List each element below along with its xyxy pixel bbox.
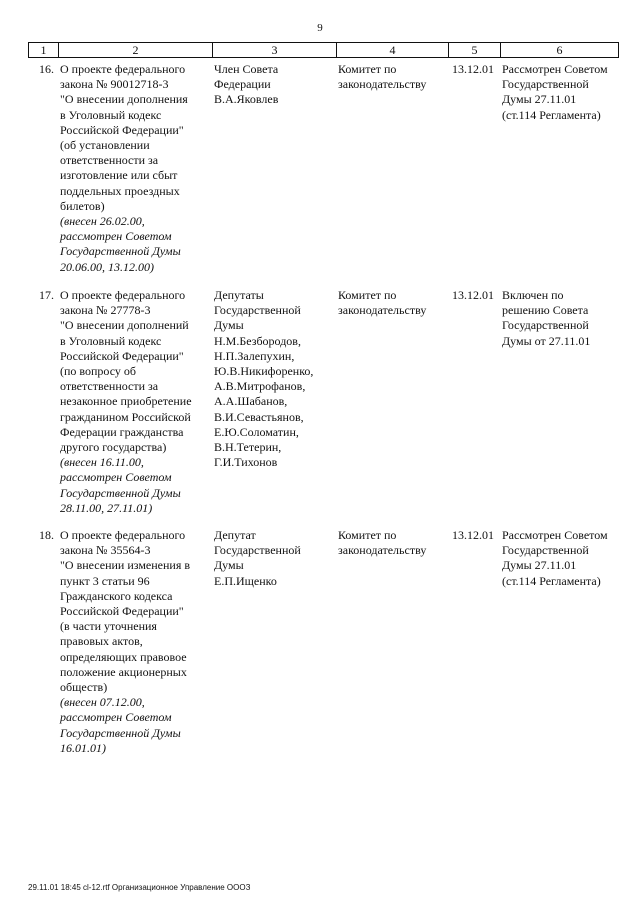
text-line: изготовление или сбыт: [60, 168, 178, 183]
text-line: О проекте федерального: [60, 528, 186, 542]
text-line: Российской Федерации": [60, 122, 184, 137]
text-line: "О внесении дополнений: [60, 318, 189, 333]
bill-status: [500, 528, 618, 756]
responsible-committee: [336, 62, 448, 288]
text-line: (внесен 07.12.00,: [60, 695, 145, 710]
text-line: рассмотрен Советом: [60, 470, 172, 485]
text-line: (по вопросу об: [60, 364, 136, 379]
review-date: 13.12.01: [452, 288, 494, 302]
text-line: А.В.Митрофанов,: [214, 379, 306, 394]
text-line: О проекте федерального: [60, 62, 186, 76]
column-header: 3: [213, 43, 337, 58]
text-line: Государственной Думы: [60, 725, 181, 740]
text-line: Е.П.Ищенко: [214, 573, 277, 588]
text-line: (об установлении: [60, 138, 150, 153]
text-line: Ю.В.Никифоренко,: [214, 364, 314, 379]
item-number: 18.: [39, 528, 54, 542]
item-number: 17.: [39, 288, 54, 302]
text-line: 20.06.00, 13.12.00): [60, 259, 154, 274]
text-line: Думы 27.11.01: [502, 92, 577, 107]
text-line: законодательству: [338, 77, 427, 92]
column-header: 5: [449, 43, 501, 58]
text-line: Российской Федерации": [60, 348, 184, 363]
document-footer: 29.11.01 18:45 cl-12.rtf Организационное Управление ОООЗ: [28, 883, 251, 892]
bill-title: [58, 288, 212, 528]
text-line: законодательству: [338, 303, 427, 318]
bill-authors: [212, 288, 336, 528]
text-line: В.Н.Тетерин,: [214, 440, 282, 455]
responsible-committee: [336, 528, 448, 756]
text-line: пункт 3 статьи 96: [60, 573, 150, 588]
text-line: Включен по: [502, 288, 564, 302]
text-line: рассмотрен Советом: [60, 229, 172, 244]
bill-row: [28, 62, 618, 288]
bill-list: [28, 62, 618, 756]
text-line: Государственной: [214, 543, 301, 558]
text-line: Государственной: [214, 303, 301, 318]
text-line: ответственности за: [60, 153, 159, 168]
bill-status: [500, 62, 618, 288]
bill-title: [58, 62, 212, 288]
column-header: 4: [337, 43, 449, 58]
text-line: О проекте федерального: [60, 288, 186, 302]
text-line: Депутаты: [214, 288, 264, 302]
text-line: Е.Ю.Соломатин,: [214, 424, 299, 439]
bill-status: [500, 288, 618, 528]
text-line: Думы: [214, 558, 244, 573]
text-line: Член Совета: [214, 62, 279, 76]
text-line: Государственной: [502, 77, 589, 92]
text-line: Думы от 27.11.01: [502, 333, 591, 348]
bill-row: [28, 528, 618, 756]
text-line: Государственной Думы: [60, 244, 181, 259]
item-number: 16.: [39, 62, 54, 76]
text-line: Государственной Думы: [60, 485, 181, 500]
column-header-table: [28, 42, 619, 58]
text-line: обществ): [60, 680, 108, 695]
text-line: решению Совета: [502, 303, 589, 318]
text-line: (внесен 16.11.00,: [60, 455, 144, 470]
page-number: 9: [317, 22, 323, 34]
text-line: рассмотрен Советом: [60, 710, 172, 725]
text-line: Комитет по: [338, 528, 397, 542]
text-line: Федерации: [214, 77, 271, 92]
text-line: Российской Федерации": [60, 604, 184, 619]
text-line: положение акционерных: [60, 664, 187, 679]
bill-row: [28, 288, 618, 528]
text-line: Депутат: [214, 528, 256, 542]
text-line: Гражданского кодекса: [60, 588, 173, 603]
text-line: закона № 27778-3: [60, 303, 151, 318]
text-line: Думы 27.11.01: [502, 558, 577, 573]
column-header: 2: [59, 43, 213, 58]
text-line: Комитет по: [338, 62, 397, 76]
text-line: правовых актов,: [60, 634, 143, 649]
text-line: Н.П.Залепухин,: [214, 348, 295, 363]
text-line: А.А.Шабанов,: [214, 394, 288, 409]
text-line: Думы: [214, 318, 244, 333]
text-line: Комитет по: [338, 288, 397, 302]
text-line: (внесен 26.02.00,: [60, 214, 145, 229]
bill-authors: [212, 62, 336, 288]
text-line: закона № 90012718-3: [60, 77, 169, 92]
text-line: поддельных проездных: [60, 183, 180, 198]
text-line: гражданином Российской: [60, 409, 191, 424]
text-line: определяющих правовое: [60, 649, 187, 664]
bill-authors: [212, 528, 336, 756]
text-line: "О внесении изменения в: [60, 558, 191, 573]
text-line: в Уголовный кодекс: [60, 333, 162, 348]
text-line: билетов): [60, 198, 105, 213]
review-date: 13.12.01: [452, 62, 494, 76]
text-line: Государственной: [502, 543, 589, 558]
text-line: Государственной: [502, 318, 589, 333]
text-line: законодательству: [338, 543, 427, 558]
text-line: Н.М.Безбородов,: [214, 333, 301, 348]
text-line: Рассмотрен Советом: [502, 62, 608, 76]
review-date: 13.12.01: [452, 528, 494, 542]
text-line: Федерации гражданства: [60, 424, 184, 439]
text-line: 16.01.01): [60, 740, 106, 755]
text-line: Рассмотрен Советом: [502, 528, 608, 542]
column-header: 1: [29, 43, 59, 58]
responsible-committee: [336, 288, 448, 528]
text-line: (в части уточнения: [60, 619, 157, 634]
text-line: В.И.Севастьянов,: [214, 409, 304, 424]
text-line: ответственности за: [60, 379, 159, 394]
text-line: "О внесении дополнения: [60, 92, 188, 107]
text-line: закона № 35564-3: [60, 543, 151, 558]
text-line: В.А.Яковлев: [214, 92, 279, 107]
text-line: 28.11.00, 27.11.01): [60, 500, 153, 515]
column-header: 6: [501, 43, 619, 58]
text-line: (ст.114 Регламента): [502, 573, 601, 588]
text-line: (ст.114 Регламента): [502, 107, 601, 122]
bill-title: [58, 528, 212, 756]
text-line: Г.И.Тихонов: [214, 455, 278, 470]
text-line: в Уголовный кодекс: [60, 107, 162, 122]
text-line: незаконное приобретение: [60, 394, 192, 409]
text-line: другого государства): [60, 440, 167, 455]
